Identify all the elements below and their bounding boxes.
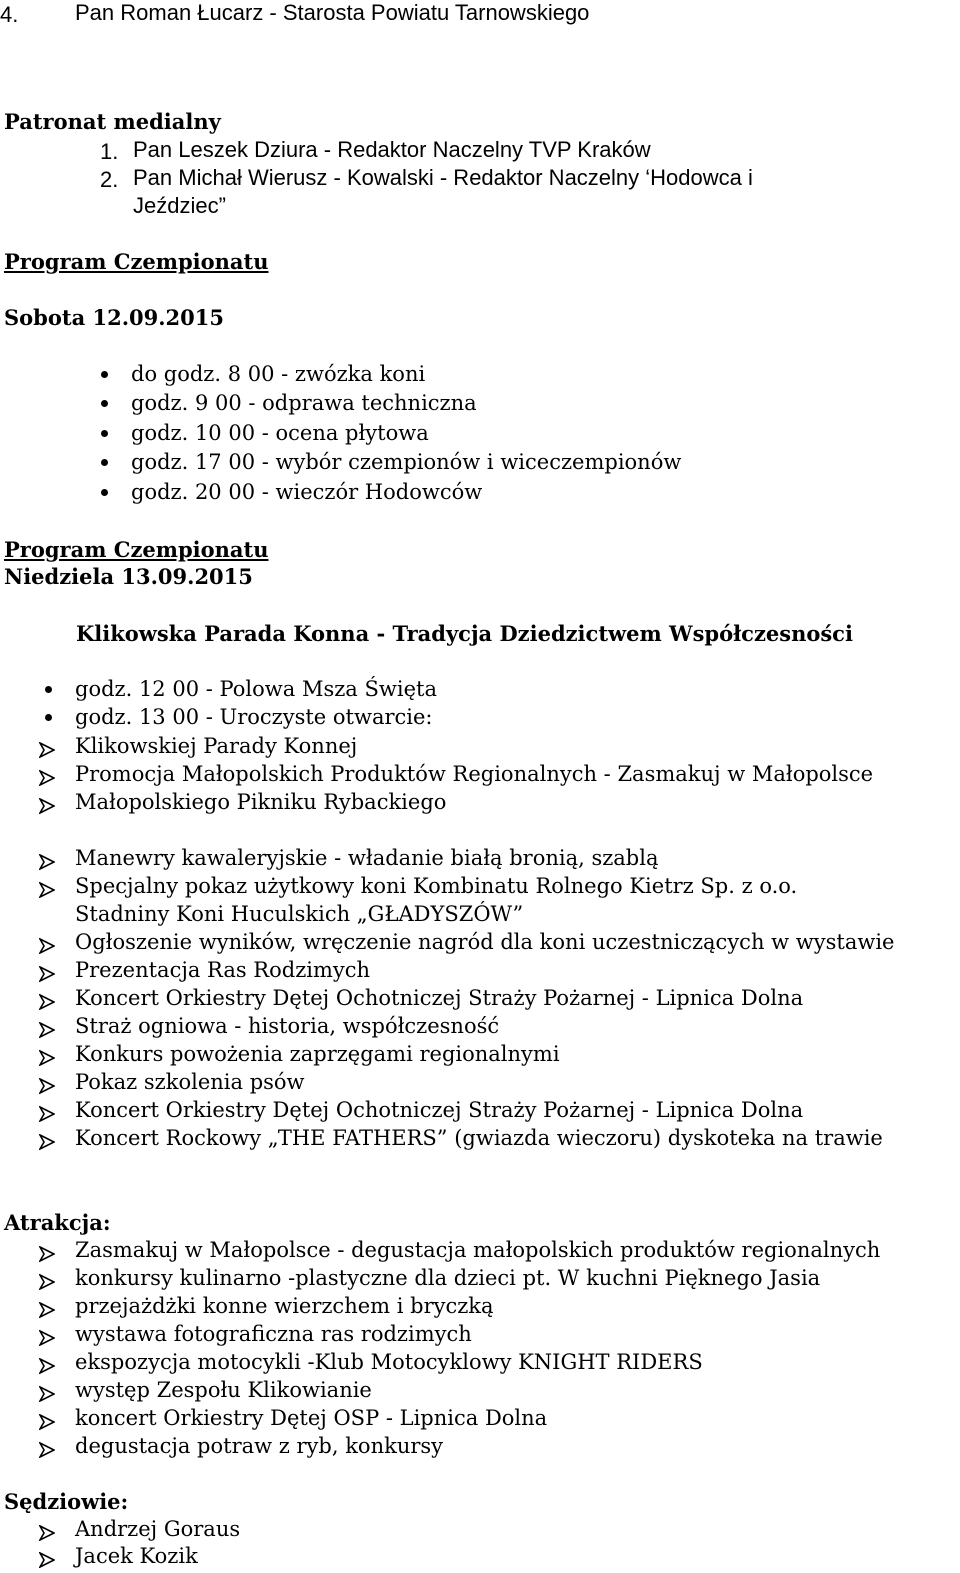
list-item: Koncert Rockowy „THE FATHERS” (gwiazda wieczoru) dyskoteka na trawie — [75, 1126, 883, 1150]
list-item: Konkurs powożenia zaprzęgami regionalnymi — [75, 1042, 560, 1066]
list-item-text: Pan Roman Łucarz - Starosta Powiatu Tarnowskiego — [75, 0, 590, 25]
section-heading-sedziowie: Sędziowie: — [4, 1489, 129, 1514]
arrow-bullet-icon — [39, 991, 55, 1007]
list-item: Klikowskiej Parady Konnej — [75, 734, 358, 758]
arrow-bullet-icon — [39, 1131, 55, 1147]
bullet-icon — [101, 400, 108, 407]
list-item: godz. 10 00 - ocena płytowa — [131, 421, 429, 445]
list-item: godz. 17 00 - wybór czempionów i wiceczempionów — [131, 450, 682, 474]
bullet-icon — [101, 371, 108, 378]
arrow-bullet-icon — [39, 1522, 55, 1538]
arrow-bullet-icon — [39, 1019, 55, 1035]
list-item-text: Pan Michał Wierusz - Kowalski - Redaktor Naczelny ‘Hodowca i — [133, 165, 753, 190]
list-item-text-continued: Stadniny Koni Huculskich „GŁADYSZÓW” — [75, 902, 524, 926]
bullet-icon — [45, 714, 52, 721]
list-item: wystawa fotograficzna ras rodzimych — [75, 1322, 472, 1346]
list-number: 2. — [100, 167, 119, 192]
section-heading-program: Program Czempionatu — [4, 537, 269, 562]
arrow-bullet-icon — [39, 1355, 55, 1371]
arrow-bullet-icon — [39, 1243, 55, 1259]
list-item: Prezentacja Ras Rodzimych — [75, 958, 371, 982]
list-item: Ogłoszenie wyników, wręczenie nagród dla koni uczestniczących w wystawie — [75, 930, 895, 954]
list-item: Zasmakuj w Małopolsce - degustacja małopolskich produktów regionalnych — [75, 1238, 881, 1262]
list-item: Pokaz szkolenia psów — [75, 1070, 305, 1094]
list-item: do godz. 8 00 - zwózka koni — [131, 362, 426, 386]
list-item: przejażdżki konne wierzchem i bryczką — [75, 1294, 494, 1318]
arrow-bullet-icon — [39, 879, 55, 895]
arrow-bullet-icon — [39, 767, 55, 783]
list-item: Jacek Kozik — [75, 1544, 198, 1568]
section-heading-atrakcja: Atrakcja: — [4, 1210, 111, 1235]
arrow-bullet-icon — [39, 1299, 55, 1315]
event-subtitle: Klikowska Parada Konna - Tradycja Dziedzictwem Współczesności — [76, 621, 853, 646]
arrow-bullet-icon — [39, 1103, 55, 1119]
arrow-bullet-icon — [39, 1439, 55, 1455]
list-item: Manewry kawaleryjskie - władanie białą bronią, szablą — [75, 846, 659, 870]
list-item: godz. 12 00 - Polowa Msza Święta — [75, 677, 437, 701]
list-item: ekspozycja motocykli -Klub Motocyklowy KNIGHT RIDERS — [75, 1350, 703, 1374]
list-item: godz. 13 00 - Uroczyste otwarcie: — [75, 705, 433, 729]
list-item: godz. 9 00 - odprawa techniczna — [131, 391, 477, 415]
list-item: Małopolskiego Pikniku Rybackiego — [75, 790, 447, 814]
list-item: godz. 20 00 - wieczór Hodowców — [131, 480, 483, 504]
list-item: Specjalny pokaz użytkowy koni Kombinatu Rolnego Kietrz Sp. z o.o. — [75, 874, 798, 898]
date-heading: Sobota 12.09.2015 — [4, 305, 224, 330]
list-number: 1. — [100, 139, 119, 164]
list-item: Straż ogniowa - historia, współczesność — [75, 1014, 500, 1038]
arrow-bullet-icon — [39, 935, 55, 951]
arrow-bullet-icon — [39, 795, 55, 811]
list-item: koncert Orkiestry Dętej OSP - Lipnica Dolna — [75, 1406, 548, 1430]
bullet-icon — [101, 489, 108, 496]
arrow-bullet-icon — [39, 963, 55, 979]
arrow-bullet-icon — [39, 1271, 55, 1287]
list-item: Promocja Małopolskich Produktów Regionalnych - Zasmakuj w Małopolsce — [75, 762, 874, 786]
list-item: Andrzej Goraus — [75, 1517, 241, 1541]
list-item-text-continued: Jeździec” — [133, 193, 226, 218]
bullet-icon — [101, 430, 108, 437]
arrow-bullet-icon — [39, 1047, 55, 1063]
list-item: Koncert Orkiestry Dętej Ochotniczej Straży Pożarnej - Lipnica Dolna — [75, 986, 804, 1010]
section-heading-patronat: Patronat medialny — [4, 109, 221, 134]
bullet-icon — [45, 686, 52, 693]
arrow-bullet-icon — [39, 739, 55, 755]
list-item: degustacja potraw z ryb, konkursy — [75, 1434, 444, 1458]
list-item: występ Zespołu Klikowianie — [75, 1378, 372, 1402]
bullet-icon — [101, 459, 108, 466]
date-heading: Niedziela 13.09.2015 — [4, 564, 253, 589]
arrow-bullet-icon — [39, 1075, 55, 1091]
arrow-bullet-icon — [39, 1383, 55, 1399]
list-item: konkursy kulinarno -plastyczne dla dzieci pt. W kuchni Pięknego Jasia — [75, 1266, 821, 1290]
list-item: Koncert Orkiestry Dętej Ochotniczej Straży Pożarnej - Lipnica Dolna — [75, 1098, 804, 1122]
arrow-bullet-icon — [39, 1327, 55, 1343]
list-number: 4. — [0, 2, 19, 27]
arrow-bullet-icon — [39, 851, 55, 867]
arrow-bullet-icon — [39, 1549, 55, 1565]
arrow-bullet-icon — [39, 1411, 55, 1427]
section-heading-program: Program Czempionatu — [4, 249, 269, 274]
list-item-text: Pan Leszek Dziura - Redaktor Naczelny TVP Kraków — [133, 137, 651, 162]
